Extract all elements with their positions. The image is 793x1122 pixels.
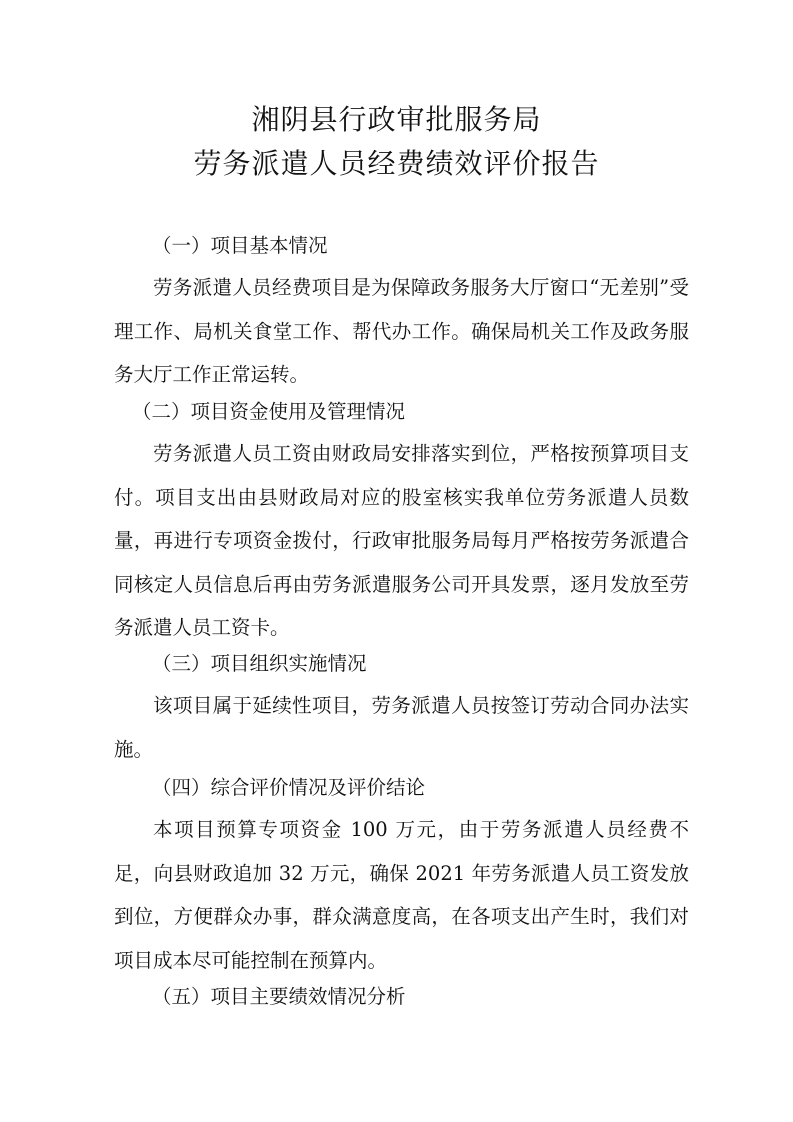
section-body-4: 本项目预算专项资金 100 万元，由于劳务派遣人员经费不足，向县财政追加 32 万元，确保 2021 年劳务派遣人员工资发放到位，方便群众办事，群众满意度高，在各项支出产生时，我们对项目成本尽可能控制在预算内。 [114,818,689,972]
document-title-line-1: 湘阴县行政审批服务局 [251,103,542,136]
section-heading-2: （二）项目资金使用及管理情况 [132,400,406,423]
section-body-3: 该项目属于延续性项目，劳务派遣人员按签订劳动合同办法实施。 [114,694,689,761]
section-heading-3: （三）项目组织实施情况 [152,652,367,675]
section-heading-5: （五）项目主要绩效情况分析 [152,985,406,1008]
document-title-line-2: 劳务派遣人员经费绩效评价报告 [193,147,600,180]
section-body-1: 劳务派遣人员经费项目是为保障政务服务大厅窗口“无差别”受理工作、局机关食堂工作、帮代办工作。确保局机关工作及政务服务大厅工作正常运转。 [114,276,689,386]
section-heading-1: （一）项目基本情况 [152,234,328,257]
section-heading-4: （四）综合评价情况及评价结论 [152,776,426,799]
section-body-2: 劳务派遣人员工资由财政局安排落实到位，严格按预算项目支付。项目支出由县财政局对应的股室核实我单位劳务派遣人员数量，再进行专项资金拨付，行政审批服务局每月严格按劳务派遣合同核定人员信息后再由劳务派遣服务公司开具发票，逐月发放至劳务派遣人员工资卡。 [114,442,689,639]
